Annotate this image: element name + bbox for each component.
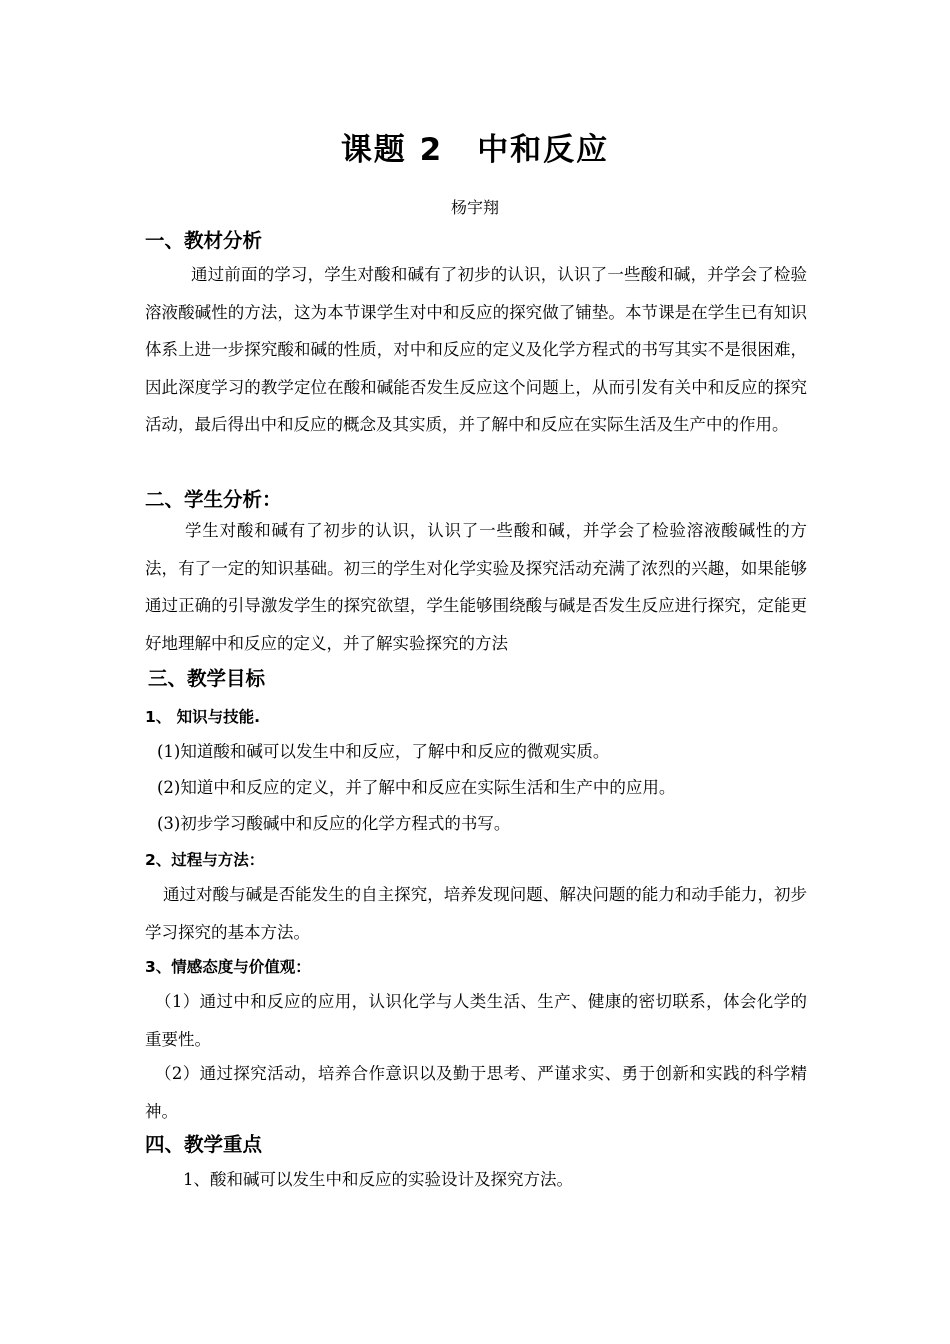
objective-item: (3)初步学习酸碱中和反应的化学方程式的书写。 — [157, 814, 511, 833]
objective-item: (2)知道中和反应的定义，并了解中和反应在实际生活和生产中的应用。 — [157, 778, 676, 797]
title-part-1: 课题 2 — [340, 132, 444, 168]
attitude-item-2: （2）通过探究活动，培养合作意识以及勤于思考、严谨求实、勇于创新和实践的科学精神。 — [145, 1064, 807, 1121]
section-heading-teaching-objectives: 三、教学目标 — [148, 667, 266, 690]
section-heading-student-analysis: 二、学生分析： — [145, 488, 282, 511]
section-body-textbook-analysis: 通过前面的学习，学生对酸和碱有了初步的认识，认识了一些酸和碱，并学会了检验溶液酸碱性的方法，这为本节课学生对中和反应的探究做了铺垫。本节课是在学生已有知识体系上进一步探究酸和碱的性质，对中和反应的定义及化学方程式的书写其实不是很困难，因此深度学习的教学定位在酸和碱能否发生反应这个问题上，从而引发有关中和反应的探究活动，最后得出中和反应的概念及其实质，并了解中和反应在实际生活及生产中的作用。 — [145, 265, 807, 434]
title-part-2: 中和反应 — [477, 132, 610, 168]
attitude-item-1: （1）通过中和反应的应用，认识化学与人类生活、生产、健康的密切联系，体会化学的重要性。 — [145, 992, 807, 1049]
document-title — [0, 128, 950, 172]
section-heading-teaching-focus: 四、教学重点 — [145, 1133, 263, 1156]
section-heading-textbook-analysis: 一、教材分析 — [145, 229, 263, 252]
subsection-body-process-methods: 通过对酸与碱是否能发生的自主探究，培养发现问题、解决问题的能力和动手能力，初步学习探究的基本方法。 — [145, 885, 807, 942]
section-body-student-analysis: 学生对酸和碱有了初步的认识，认识了一些酸和碱，并学会了检验溶液酸碱性的方法，有了一定的知识基础。初三的学生对化学实验及探究活动充满了浓烈的兴趣，如果能够通过正确的引导激发学生的探究欲望，学生能够围绕酸与碱是否发生反应进行探究，定能更好地理解中和反应的定义，并了解实验探究的方法 — [145, 521, 807, 653]
subsection-heading-attitudes-values: 3、情感态度与价值观： — [145, 958, 311, 976]
objective-item: (1)知道酸和碱可以发生中和反应，了解中和反应的微观实质。 — [157, 742, 610, 761]
focus-item: 1、酸和碱可以发生中和反应的实验设计及探究方法。 — [183, 1170, 573, 1189]
author-name: 杨宇翔 — [450, 198, 499, 217]
subsection-heading-process-methods: 2、过程与方法： — [145, 851, 265, 869]
subsection-heading-knowledge-skills: 1、 知识与技能. — [145, 708, 261, 726]
